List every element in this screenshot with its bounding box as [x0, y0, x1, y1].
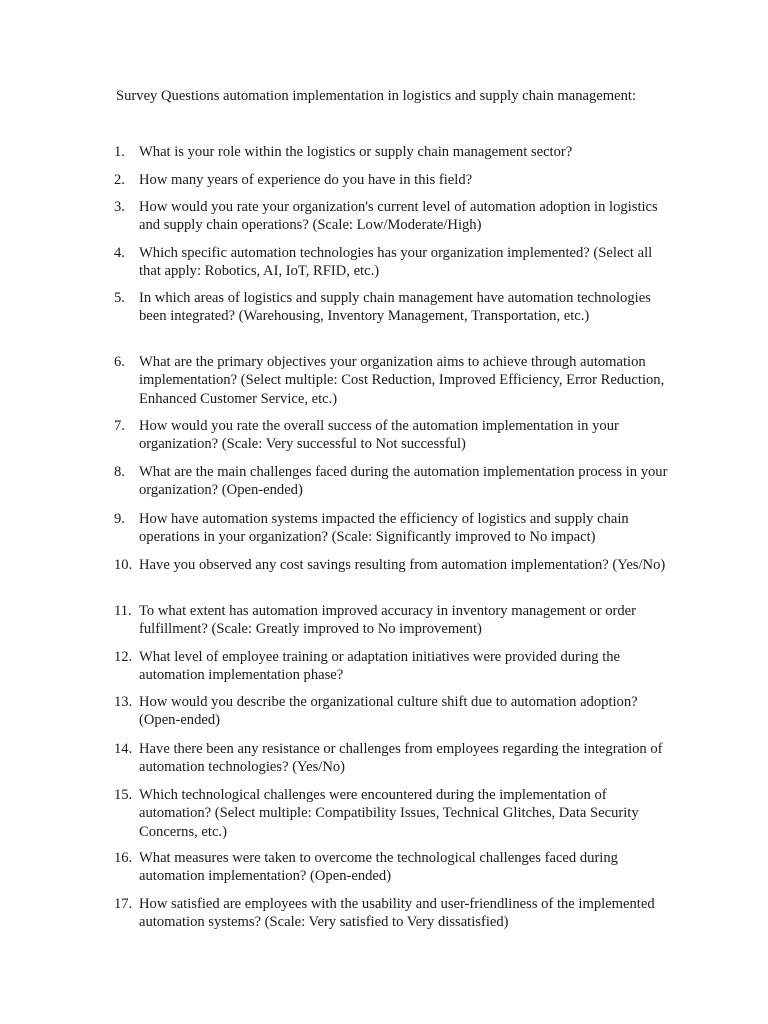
question-item: [114, 417, 674, 454]
question-number: 8.: [114, 464, 125, 480]
question-number: 17.: [114, 896, 133, 912]
question-text: How would you describe the organizational culture shift due to automation adoption? (Open-ended): [139, 694, 638, 729]
question-item: [114, 786, 674, 841]
question-text: What is your role within the logistics or supply chain management sector?: [139, 144, 573, 160]
question-item: [114, 510, 674, 547]
question-text: What are the main challenges faced during the automation implementation process in your organization? (Open-ended): [139, 464, 668, 499]
question-item: [114, 740, 674, 777]
question-number: 4.: [114, 245, 125, 261]
question-item: [114, 143, 674, 161]
question-number: 9.: [114, 511, 125, 527]
question-number: 2.: [114, 172, 125, 188]
question-number: 16.: [114, 850, 133, 866]
question-item: [114, 602, 674, 639]
question-item: [114, 289, 674, 326]
question-item: [114, 556, 674, 574]
question-text: Have there been any resistance or challenges from employees regarding the integration of automation technologies? (Yes/No): [139, 741, 663, 776]
question-number: 1.: [114, 144, 125, 160]
question-number: 13.: [114, 694, 133, 710]
question-text: What level of employee training or adaptation initiatives were provided during the automation implementation phase?: [139, 649, 621, 684]
question-number: 7.: [114, 418, 125, 434]
question-text: To what extent has automation improved accuracy in inventory management or order fulfillment? (Scale: Greatly improved to No improvement): [139, 603, 637, 638]
question-text: How would you rate your organization's current level of automation adoption in logistics and supply chain operations? (Scale: Low/Moderate/High): [139, 199, 658, 234]
question-text: What measures were taken to overcome the technological challenges faced during automation implementation? (Open-ended): [139, 850, 618, 885]
question-number: 5.: [114, 290, 125, 306]
question-text: In which areas of logistics and supply chain management have automation technologies been integrated? (Warehousing, Inventory Management, Transportation, etc.): [139, 290, 651, 325]
question-item: [114, 198, 674, 235]
question-item: [114, 244, 674, 281]
question-number: 15.: [114, 787, 133, 803]
question-text: What are the primary objectives your organization aims to achieve through automation implementation? (Select multiple: Cost Reduction, Improved Efficiency, Error Reduction, Enhanced Customer Service, etc.): [139, 354, 665, 407]
question-item: [114, 849, 674, 886]
question-item: [114, 693, 674, 730]
question-text: How satisfied are employees with the usability and user-friendliness of the implemented automation systems? (Scale: Very satisfied to Very dissatisfied): [139, 896, 655, 931]
question-number: 12.: [114, 649, 133, 665]
question-text: Have you observed any cost savings resulting from automation implementation? (Yes/No): [139, 557, 666, 573]
question-item: [114, 463, 674, 500]
question-item: [114, 648, 674, 685]
document-title: Survey Questions automation implementation in logistics and supply chain management:: [116, 88, 637, 104]
question-item: [114, 895, 674, 932]
question-text: How have automation systems impacted the efficiency of logistics and supply chain operations in your organization? (Scale: Significantly improved to No impact): [139, 511, 629, 546]
question-item: [114, 353, 674, 408]
question-text: How would you rate the overall success of the automation implementation in your organization? (Scale: Very successful to Not successful): [139, 418, 619, 453]
question-number: 14.: [114, 741, 133, 757]
question-text: Which technological challenges were encountered during the implementation of automation? (Select multiple: Compatibility Issues, Technical Glitches, Data Security Concerns, etc.): [139, 787, 639, 840]
question-number: 10.: [114, 557, 133, 573]
question-item: [114, 171, 674, 189]
question-number: 3.: [114, 199, 125, 215]
question-number: 11.: [114, 603, 132, 619]
question-number: 6.: [114, 354, 125, 370]
question-text: Which specific automation technologies has your organization implemented? (Select all that apply: Robotics, AI, IoT, RFID, etc.): [139, 245, 653, 280]
question-text: How many years of experience do you have in this field?: [139, 172, 473, 188]
